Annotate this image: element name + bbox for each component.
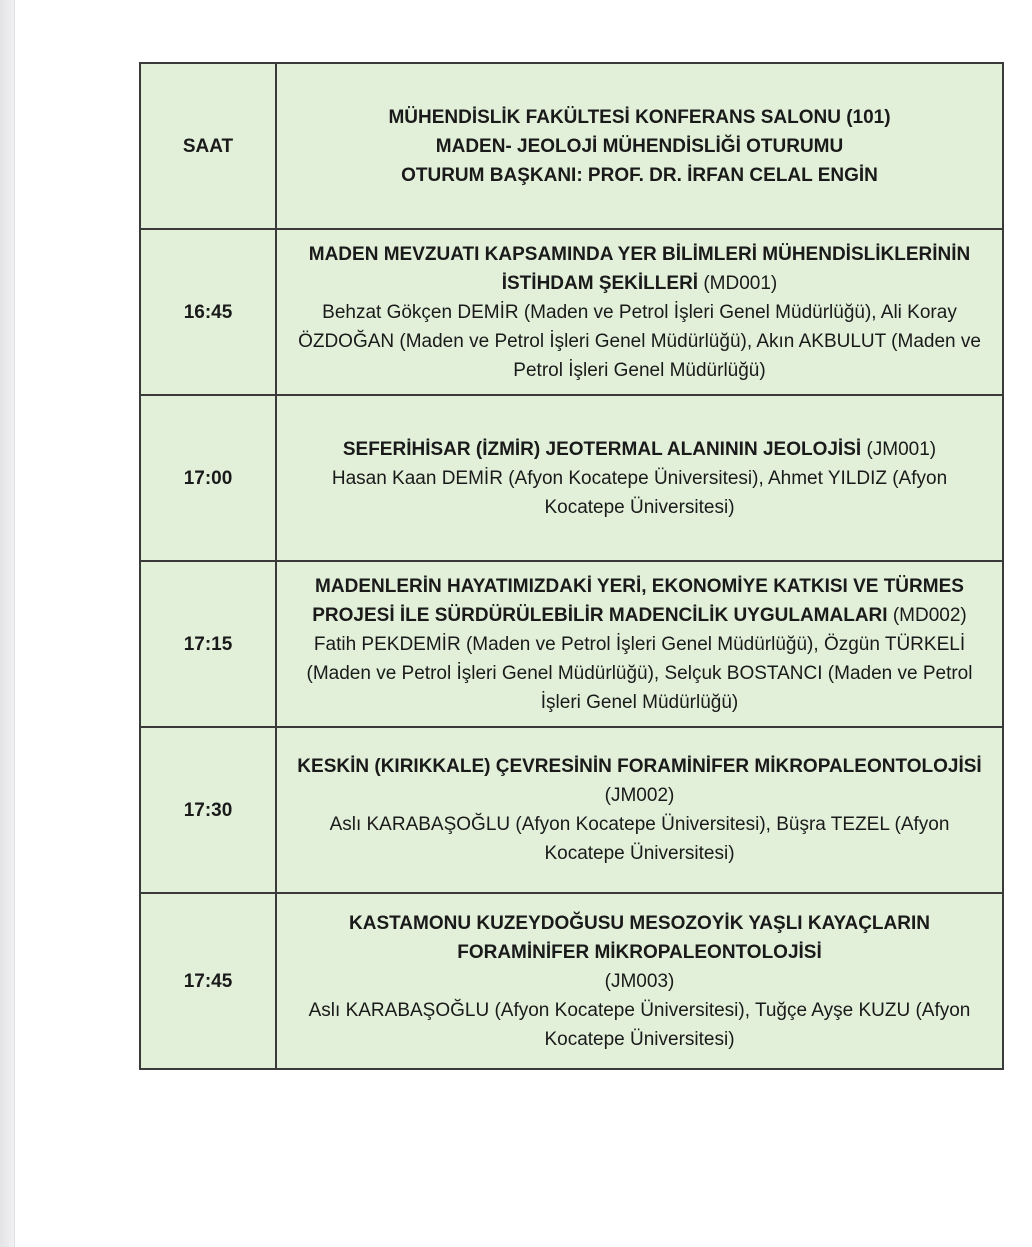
- time-cell: 17:45: [140, 893, 276, 1069]
- venue-title: MÜHENDİSLİK FAKÜLTESİ KONFERANS SALONU (101): [388, 106, 891, 128]
- talk-authors: Fatih PEKDEMİR (Maden ve Petrol İşleri Genel Müdürlüğü), Özgün TÜRKELİ (Maden ve Petrol İşleri Genel Müdürlüğü), Selçuk BOSTANCI (Maden ve Petrol İşleri Genel Müdürlüğü): [306, 633, 973, 713]
- header-row: [140, 63, 1003, 229]
- talk-code: (JM001): [866, 438, 937, 460]
- table-row: [140, 561, 1003, 727]
- talk-authors: Aslı KARABAŞOĞLU (Afyon Kocatepe Üniversitesi), Büşra TEZEL (Afyon Kocatepe Üniversitesi): [329, 814, 950, 864]
- talk-title: KASTAMONU KUZEYDOĞUSU MESOZOYİK YAŞLI KAYAÇLARIN FORAMİNİFER MİKROPALEONTOLOJİSİ: [349, 912, 930, 963]
- talk-title: KESKİN (KIRIKKALE) ÇEVRESİNİN FORAMİNİFER MİKROPALEONTOLOJİSİ: [297, 756, 982, 777]
- talk-title: MADENLERİN HAYATIMIZDAKİ YERİ, EKONOMİYE KATKISI VE TÜRMES PROJESİ İLE SÜRDÜRÜLEBİLİR MADENCİLİK UYGULAMALARI: [312, 575, 964, 626]
- session-header: [276, 63, 1003, 229]
- talk-cell: [276, 561, 1003, 727]
- talk-code: (MD001): [703, 272, 778, 294]
- page-edge: [0, 0, 15, 1247]
- table-row: [140, 229, 1003, 395]
- talk-code: (MD002): [892, 604, 967, 626]
- talk-authors: Hasan Kaan DEMİR (Afyon Kocatepe Üniversitesi), Ahmet YILDIZ (Afyon Kocatepe Üniversitesi): [331, 467, 948, 518]
- time-cell: 17:00: [140, 395, 276, 561]
- talk-code: (JM002): [604, 785, 675, 806]
- talk-cell: [276, 395, 1003, 561]
- time-cell: 16:45: [140, 229, 276, 395]
- table-row: [140, 395, 1003, 561]
- talk-authors: Behzat Gökçen DEMİR (Maden ve Petrol İşleri Genel Müdürlüğü), Ali Koray ÖZDOĞAN (Maden ve Petrol İşleri Genel Müdürlüğü), Akın AKBULUT (Maden ve Petrol İşleri Genel Müdürlüğü): [298, 301, 981, 381]
- table-row: [140, 727, 1003, 893]
- talk-cell: [276, 229, 1003, 395]
- table-row: [140, 893, 1003, 1069]
- talk-cell: [276, 727, 1003, 893]
- session-chair: OTURUM BAŞKANI: PROF. DR. İRFAN CELAL ENGİN: [401, 164, 878, 186]
- session-name: MADEN- JEOLOJİ MÜHENDİSLİĞİ OTURUMU: [435, 135, 844, 157]
- talk-code: (JM003): [604, 970, 675, 992]
- talk-title: MADEN MEVZUATI KAPSAMINDA YER BİLİMLERİ MÜHENDİSLİKLERİNİN İSTİHDAM ŞEKİLLERİ: [308, 243, 971, 294]
- schedule-table: [139, 62, 1004, 1070]
- talk-authors: Aslı KARABAŞOĞLU (Afyon Kocatepe Üniversitesi), Tuğçe Ayşe KUZU (Afyon Kocatepe Üniversitesi): [308, 999, 971, 1050]
- talk-title: SEFERİHİSAR (İZMİR) JEOTERMAL ALANININ JEOLOJİSİ: [342, 438, 862, 460]
- time-column-header: SAAT: [140, 63, 276, 229]
- time-cell: 17:15: [140, 561, 276, 727]
- time-cell: 17:30: [140, 727, 276, 893]
- talk-cell: [276, 893, 1003, 1069]
